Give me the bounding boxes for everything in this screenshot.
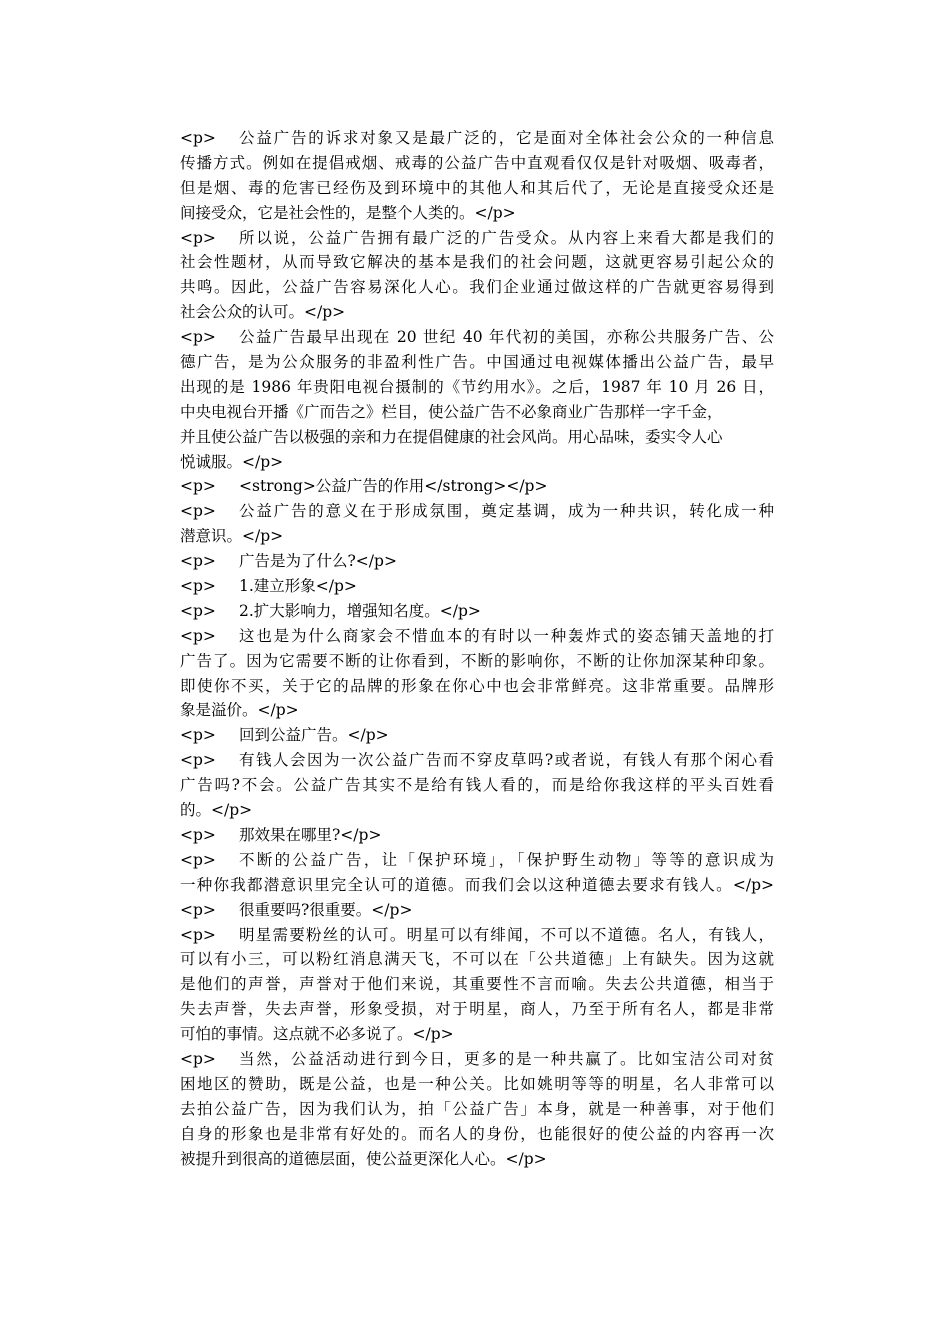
paragraph-text: 很重要吗?很重要。</p>: [239, 900, 413, 919]
text-line: 去拍公益广告，因为我们认为，拍「公益广告」本身，就是一种善事，对于他们: [180, 1099, 774, 1118]
text-line: [180, 848, 774, 873]
text-line: [180, 499, 774, 524]
paragraph-tag: <p>: [180, 825, 216, 844]
text-line: [180, 723, 774, 748]
text-line: 被提升到很高的道德层面，使公益更深化人心。</p>: [180, 1149, 547, 1168]
paragraph-text: 这也是为什么商家会不惜血本的有时以一种轰炸式的姿态铺天盖地的打: [239, 626, 774, 645]
text-line: [180, 474, 774, 499]
paragraph-text: 那效果在哪里?</p>: [239, 825, 382, 844]
paragraph-tag: <p>: [180, 129, 216, 147]
paragraph-tag: <p>: [180, 228, 216, 247]
paragraph-text: 广告是为了什么?</p>: [239, 552, 397, 571]
paragraph-text: 所以说，公益广告拥有最广泛的广告受众。从内容上来看大都是我们的: [239, 228, 774, 247]
text-line: 社会公众的认可。</p>: [180, 303, 346, 322]
text-line: [180, 574, 774, 599]
text-line: 传播方式。例如在提倡戒烟、戒毒的公益广告中直观看仅仅是针对吸烟、吸毒者，: [180, 153, 774, 172]
text-line: 象是溢价。</p>: [180, 701, 299, 720]
text-line: 中央电视台开播《广而告之》栏目，使公益广告不必象商业广告那样一字千金，: [180, 402, 723, 421]
text-line: 的。</p>: [180, 801, 253, 820]
paragraph-tag: <p>: [180, 726, 216, 745]
paragraph-tag: <p>: [180, 577, 216, 596]
text-line: [180, 624, 774, 649]
text-line: 社会性题材，从而导致它解决的基本是我们的社会问题，这就更容易引起公众的: [180, 253, 774, 272]
text-line: 可怕的事情。这点就不必多说了。</p>: [180, 1025, 454, 1044]
text-line: [180, 126, 774, 151]
text-line: 悦诚服。</p>: [180, 452, 284, 471]
text-line: [180, 226, 774, 251]
paragraph-tag: <p>: [180, 1049, 216, 1068]
text-line: [180, 599, 774, 624]
paragraph-text: 不断的公益广告，让「保护环境」，「保护野生动物」等等的意识成为: [239, 850, 774, 869]
paragraph-tag: <p>: [180, 477, 216, 496]
text-line: 间接受众，它是社会性的，是整个人类的。</p>: [180, 203, 516, 222]
text-line: 是他们的声誉，声誉对于他们来说，其重要性不言而喻。失去公共道德，相当于: [180, 975, 774, 994]
text-line: 出现的是 1986 年贵阳电视台摄制的《节约用水》。之后，1987 年 10 月 26 日，: [180, 377, 774, 396]
paragraph-tag: <p>: [180, 626, 216, 645]
text-line: [180, 923, 774, 948]
text-line: 但是烟、毒的危害已经伤及到环境中的其他人和其后代了，无论是直接受众还是: [180, 178, 774, 197]
paragraph-text: 有钱人会因为一次公益广告而不穿皮草吗?或者说，有钱人有那个闲心看: [239, 751, 774, 770]
text-line: 广告了。因为它需要不断的让你看到，不断的影响你，不断的让你加深某种印象。: [180, 651, 774, 670]
text-line: 并且使公益广告以极强的亲和力在提倡健康的社会风尚。用心品味，委实令人心: [180, 427, 723, 446]
paragraph-text: <strong>公益广告的作用</strong></p>: [239, 477, 548, 496]
paragraph-text: 回到公益广告。</p>: [239, 726, 389, 745]
text-line: [180, 823, 774, 848]
paragraph-text: 明星需要粉丝的认可。明星可以有绯闻，不可以不道德。名人，有钱人，: [239, 925, 774, 944]
text-line: [180, 898, 774, 923]
paragraph-tag: <p>: [180, 850, 216, 869]
text-line: 自身的形象也是非常有好处的。而名人的身份，也能很好的使公益的内容再一次: [180, 1124, 774, 1143]
document-body: [180, 126, 774, 1171]
paragraph-text: 公益广告最早出现在 20 世纪 40 年代初的美国，亦称公共服务广告、公: [239, 328, 774, 347]
text-line: 德广告，是为公众服务的非盈利性广告。中国通过电视媒体播出公益广告，最早: [180, 353, 774, 372]
paragraph-tag: <p>: [180, 328, 216, 347]
paragraph-tag: <p>: [180, 751, 216, 770]
paragraph-text: 2.扩大影响力，增强知名度。</p>: [239, 601, 481, 620]
paragraph-tag: <p>: [180, 900, 216, 919]
paragraph-text: 当然，公益活动进行到今日，更多的是一种共赢了。比如宝洁公司对贫: [239, 1049, 774, 1068]
text-line: [180, 748, 774, 773]
text-line: [180, 549, 774, 574]
text-line: 失去声誉，失去声誉，形象受损，对于明星，商人，乃至于所有名人，都是非常: [180, 1000, 774, 1019]
paragraph-tag: <p>: [180, 925, 216, 944]
text-line: 潜意识。</p>: [180, 527, 284, 546]
text-line: 共鸣。因此，公益广告容易深化人心。我们企业通过做这样的广告就更容易得到: [180, 278, 774, 297]
paragraph-text: 公益广告的诉求对象又是最广泛的，它是面对全体社会公众的一种信息: [239, 129, 774, 147]
paragraph-tag: <p>: [180, 601, 216, 620]
text-line: 广告吗?不会。公益广告其实不是给有钱人看的，而是给你我这样的平头百姓看: [180, 776, 774, 795]
paragraph-tag: <p>: [180, 502, 216, 521]
text-line: 可以有小三，可以粉红消息满天飞，不可以在「公共道德」上有缺失。因为这就: [180, 950, 774, 969]
text-line: [180, 325, 774, 350]
paragraph-text: 1.建立形象</p>: [239, 577, 357, 596]
paragraph-text: 公益广告的意义在于形成氛围，奠定基调，成为一种共识，转化成一种: [239, 502, 774, 521]
text-line: 即使你不买，关于它的品牌的形象在你心中也会非常鲜亮。这非常重要。品牌形: [180, 676, 774, 695]
paragraph-tag: <p>: [180, 552, 216, 571]
text-line: 困地区的赞助，既是公益，也是一种公关。比如姚明等等的明星，名人非常可以: [180, 1074, 774, 1093]
text-line: 一种你我都潜意识里完全认可的道德。而我们会以这种道德去要求有钱人。</p>: [180, 875, 774, 894]
text-line: [180, 1047, 774, 1072]
